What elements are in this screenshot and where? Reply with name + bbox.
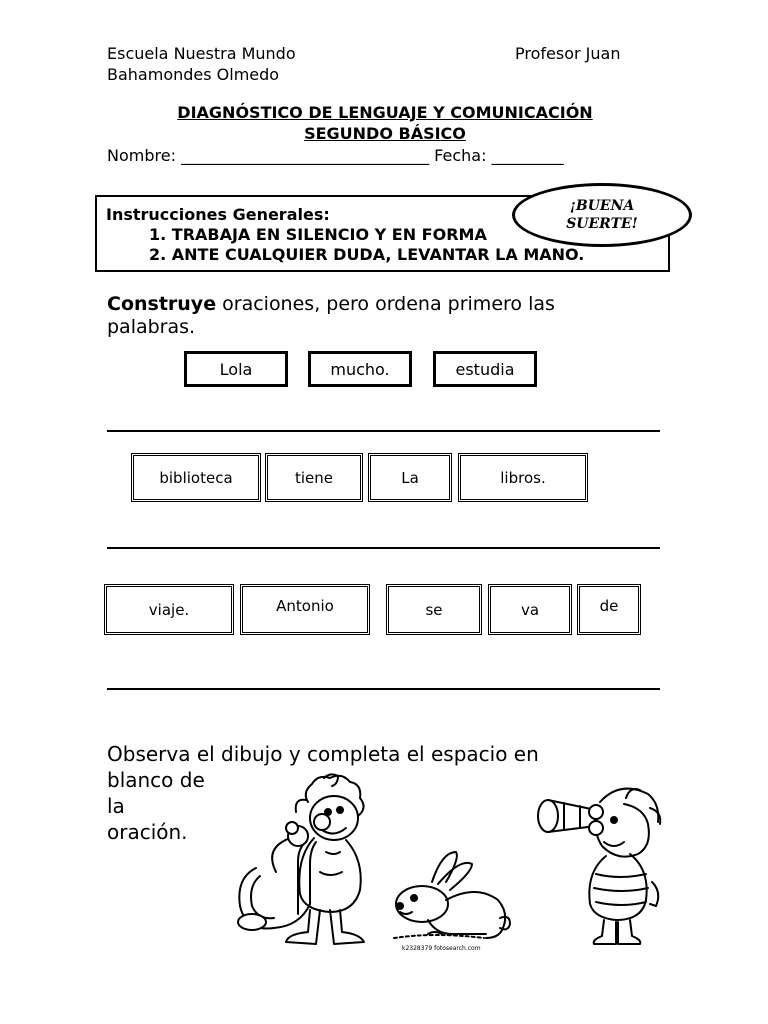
word-card: libros. [458, 453, 588, 502]
word-card: de [577, 584, 641, 635]
task2-line4: oración. [107, 820, 188, 844]
name-date-row [107, 146, 564, 165]
task1-bold-word: Construye [107, 293, 217, 315]
task1-prompt [107, 293, 667, 339]
answer-line-3 [107, 688, 660, 690]
date-label: Fecha: [434, 146, 487, 165]
task1-line2: palabras. [107, 316, 196, 338]
school-name-line2: Bahamondes Olmedo [107, 65, 280, 84]
instructions-heading: Instrucciones Generales: [106, 205, 330, 224]
rabbit-caption: k2328379 fotosearch.com [402, 945, 481, 952]
answer-line-2 [107, 547, 660, 549]
answer-line-1 [107, 430, 660, 432]
word-card: va [488, 584, 572, 635]
school-name-line1: Escuela Nuestra Mundo [107, 44, 296, 63]
title-line2: SEGUNDO BÁSICO [304, 124, 466, 143]
title-line1: DIAGNÓSTICO DE LENGUAJE Y COMUNICACIÓN [177, 103, 593, 122]
rabbit-illustration [388, 848, 516, 954]
name-blank: _______________________________ [181, 146, 430, 165]
word-card: se [386, 584, 482, 635]
word-card: Antonio [240, 584, 370, 635]
clown-with-tuba-illustration [236, 772, 388, 948]
task2-line3: la [107, 794, 125, 818]
word-card: biblioteca [131, 453, 261, 502]
task1-rest: oraciones, pero ordena primero las [216, 293, 555, 315]
task2-line1: Observa el dibujo y completa el espacio en [107, 742, 539, 766]
instruction-item-1: 1. TRABAJA EN SILENCIO Y EN FORMA [149, 225, 487, 244]
word-card: La [368, 453, 452, 502]
instruction-item-2: 2. ANTE CUALQUIER DUDA, LEVANTAR LA MANO. [149, 245, 585, 264]
date-blank: _________ [491, 146, 564, 165]
school-name [107, 43, 296, 85]
good-luck-text: ¡BUENA SUERTE! [566, 198, 638, 232]
teacher-name: Profesor Juan [515, 44, 621, 63]
word-card: Lola [184, 351, 288, 387]
word-card: estudia [433, 351, 537, 387]
hippo-with-telescope-illustration [534, 782, 668, 948]
task2-line2: blanco de [107, 768, 205, 792]
good-luck-oval [512, 183, 692, 247]
word-card: viaje. [104, 584, 234, 635]
word-card: mucho. [308, 351, 412, 387]
name-label: Nombre: [107, 146, 176, 165]
word-card: tiene [265, 453, 363, 502]
